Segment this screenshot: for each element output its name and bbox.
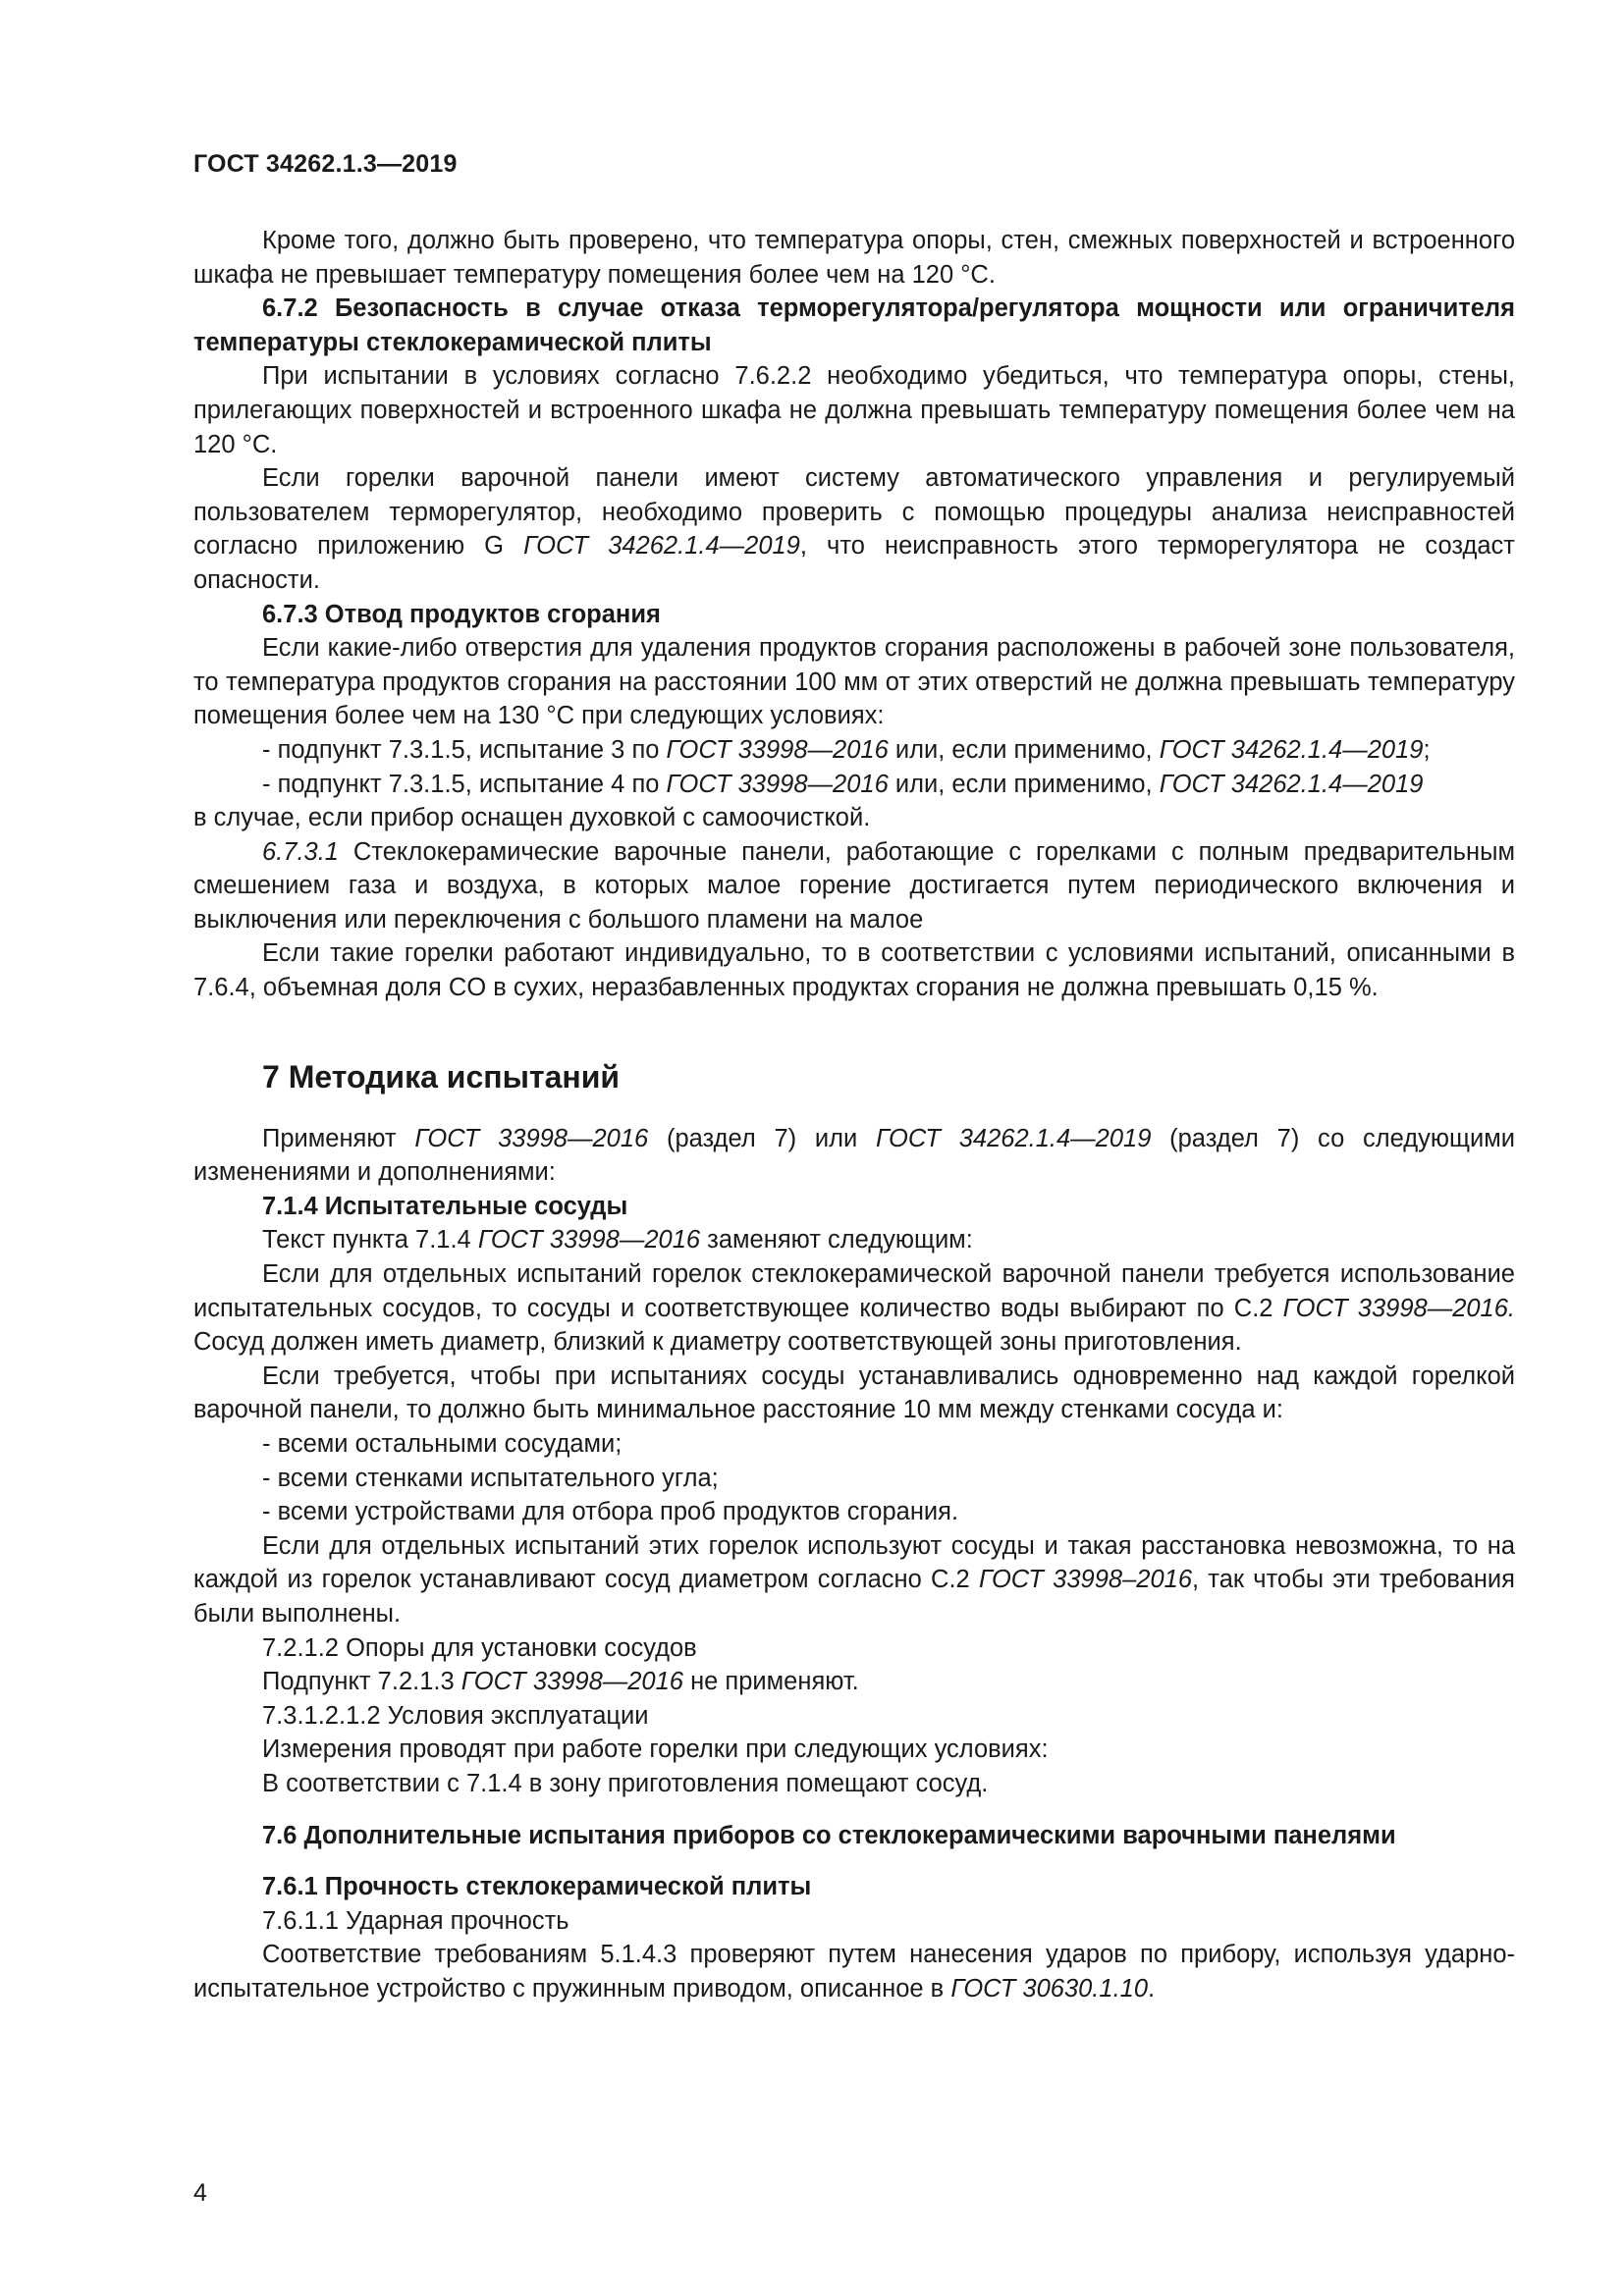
subsection-heading-7-6-1: 7.6.1 Прочность стеклокерамической плиты (262, 1873, 812, 1901)
list-item: - подпункт 7.3.1.5, испытание 3 по ГОСТ 33998—2016 или, если применимо, ГОСТ 34262.1.4—2019; (262, 735, 1431, 764)
paragraph: Измерения проводят при работе горелки при следующих условиях: (262, 1735, 1049, 1764)
paragraph: Соответствие требованиям 5.1.4.3 проверяют путем нанесения ударов по прибору, используя ударно-испытательное устройство с пружинным приводом, описанное в ГОСТ 30630.1.10. (193, 1941, 1515, 2002)
paragraph: Кроме того, должно быть проверено, что температура опоры, стен, смежных поверхностей и встроенного шкафа не превышает температуру помещения более чем на 120 °C. (193, 227, 1515, 289)
list-item: - всеми устройствами для отбора проб продуктов сгорания. (262, 1498, 959, 1526)
paragraph: При испытании в условиях согласно 7.6.2.2 необходимо убедиться, что температура опоры, стены, прилегающих поверхностей и встроенного шкафа не должна превышать температуру помещения более чем на 120 °C. (193, 362, 1515, 458)
page-number: 4 (193, 2179, 207, 2207)
subsection-heading-7-1-4: 7.1.4 Испытательные сосуды (262, 1192, 628, 1220)
paragraph: Если такие горелки работают индивидуально, то в соответствии с условиями испытаний, описанными в 7.6.4, объемная доля CO в сухих, неразбавленных продуктах сгорания не должна превышать 0,15 %. (193, 939, 1515, 1002)
paragraph: Подпункт 7.2.1.3 ГОСТ 33998—2016 не применяют. (262, 1668, 859, 1696)
paragraph: в случае, если прибор оснащен духовкой с самоочисткой. (193, 804, 871, 832)
subsection-heading-7-6: 7.6 Дополнительные испытания приборов со стеклокерамическими варочными панелями (262, 1821, 1396, 1849)
paragraph: 7.6.1.1 Ударная прочность (262, 1906, 569, 1935)
paragraph: Применяют ГОСТ 33998—2016 (раздел 7) или ГОСТ 34262.1.4—2019 (раздел 7) со следующими изменениями и дополнениями: (193, 1124, 1515, 1187)
paragraph: В соответствии с 7.1.4 в зону приготовления помещают сосуд. (262, 1769, 989, 1797)
paragraph: 7.2.1.2 Опоры для установки сосудов (262, 1633, 697, 1662)
document-body (193, 224, 1515, 2006)
document-header: ГОСТ 34262.1.3—2019 (193, 150, 458, 178)
list-item: - подпункт 7.3.1.5, испытание 4 по ГОСТ 33998—2016 или, если применимо, ГОСТ 34262.1.4—2019 (262, 770, 1424, 798)
list-item: - всеми стенками испытательного угла; (262, 1464, 719, 1492)
paragraph: Если для отдельных испытаний горелок стеклокерамической варочной панели требуется использование испытательных сосудов, то сосуды и соответствующее количество воды выбирают по С.2 ГОСТ 33998—2016. Сосуд должен иметь диаметр, близкий к диаметру соответствующей зоны приготовления. (193, 1260, 1516, 1357)
paragraph: Если какие-либо отверстия для удаления продуктов сгорания расположены в рабочей зоне пользователя, то температура продуктов сгорания на расстоянии 100 мм от этих отверстий не должна превышать температуру помещения более чем на 130 °C при следующих условиях: (193, 634, 1515, 730)
standard-reference: ГОСТ 34262.1.4—2019 (523, 532, 800, 561)
list-item: - всеми остальными сосудами; (262, 1430, 623, 1458)
paragraph: Текст пункта 7.1.4 ГОСТ 33998—2016 заменяют следующим: (262, 1226, 973, 1255)
paragraph: 7.3.1.2.1.2 Условия эксплуатации (262, 1701, 649, 1730)
paragraph: Если для отдельных испытаний этих горелок используют сосуды и такая расстановка невозможна, то на каждой из горелок устанавливают сосуд диаметром согласно С.2 ГОСТ 33998–2016, так чтобы эти требования были выполнены. (193, 1531, 1515, 1628)
section-heading-7: 7 Методика испытаний (262, 1058, 621, 1095)
clause-number: 6.7.3.1 (262, 837, 339, 866)
subsection-heading-6-7-2: 6.7.2 Безопасность в случае отказа терморегулятора/регулятора мощности или ограничителя температуры стеклокерамической плиты (193, 294, 1515, 356)
paragraph: 6.7.3.1 Стеклокерамические варочные панели, работающие с горелками с полным предварительным смешением газа и воздуха, в которых малое горение достигается путем периодического включения и выключения или переключения с большого пламени на малое (193, 837, 1515, 934)
paragraph: Если горелки варочной панели имеют систему автоматического управления и регулируемый пользователем терморегулятор, необходимо проверить с помощью процедуры анализа неисправностей согласно приложению G ГОСТ 34262.1.4—2019, что неисправность этого терморегулятора не создаст опасности. (193, 464, 1515, 594)
subsection-heading-6-7-3: 6.7.3 Отвод продуктов сгорания (262, 600, 661, 628)
paragraph: Если требуется, чтобы при испытаниях сосуды устанавливались одновременно над каждой горелкой варочной панели, то должно быть минимальное расстояние 10 мм между стенками сосуда и: (193, 1362, 1515, 1424)
